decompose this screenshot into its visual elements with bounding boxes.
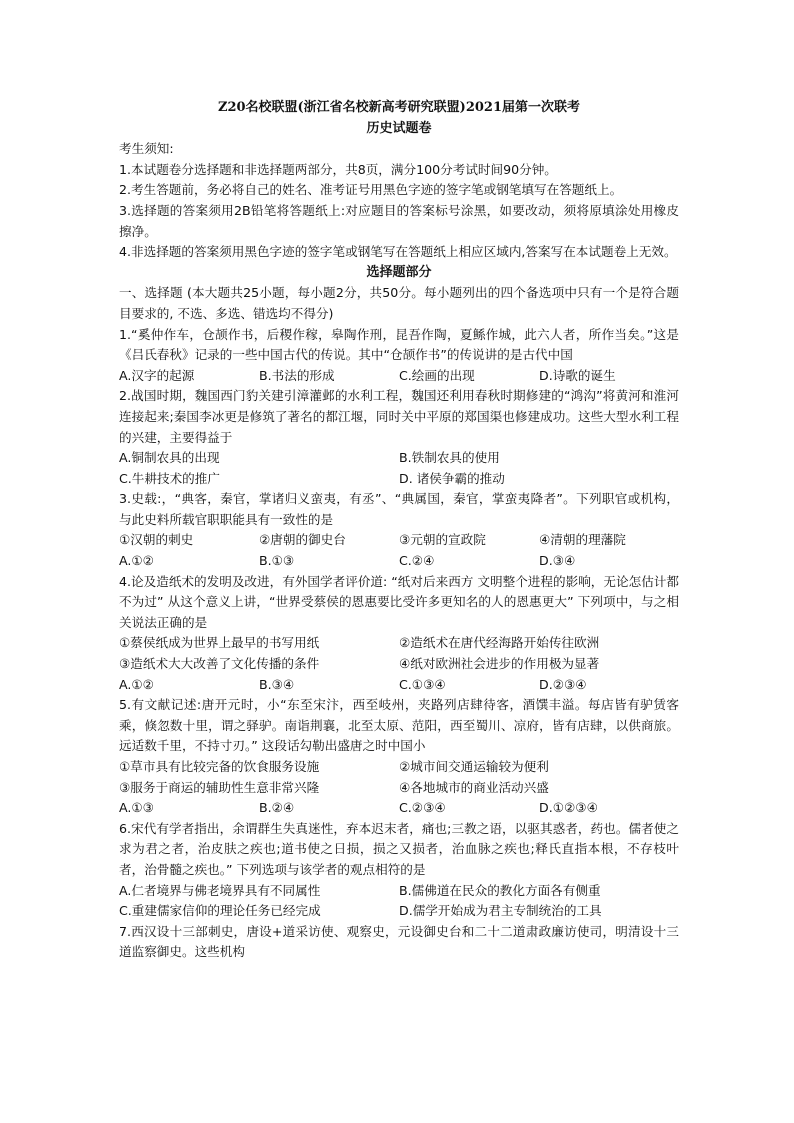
- notice-block: [119, 139, 679, 263]
- option-a[interactable]: A.铜制农具的出现: [119, 450, 220, 466]
- statement-2: ②唐朝的御史台: [259, 532, 346, 548]
- statement-3: ③造纸术大大改善了文化传播的条件: [119, 656, 320, 672]
- option-row: [119, 448, 679, 469]
- statement-2: ②造纸术在唐代经海路开始传往欧洲: [399, 635, 600, 651]
- option-row: [119, 675, 679, 696]
- option-d[interactable]: D.儒学开始成为君主专制统治的工具: [399, 903, 602, 919]
- option-c[interactable]: C.①③④: [399, 676, 446, 692]
- statement-row: [119, 654, 679, 675]
- option-b[interactable]: B.铁制农具的使用: [399, 450, 500, 466]
- question-1: [119, 325, 679, 387]
- option-b[interactable]: B.书法的形成: [259, 367, 335, 383]
- notice-heading: 考生须知:: [119, 141, 174, 157]
- notice-item: 2.考生答题前，务必将自己的姓名、准考证号用黑色字迹的签字笔或钢笔填写在答题纸上。: [119, 182, 623, 198]
- option-d[interactable]: D.①②③④: [539, 800, 598, 816]
- option-d[interactable]: D.②③④: [539, 676, 587, 692]
- option-c[interactable]: C.牛耕技术的推广: [119, 470, 220, 486]
- question-stem: 4.论及造纸术的发明及改进，有外国学者评价道: “纸对后来西方 文明整个进程的影响，无论怎估计都不为过” 从这个意义上讲，“世界受蔡侯的恩惠要比受许多更知名的人的恩惠更大” 下列项中，与之相关说法正确的是: [119, 573, 679, 630]
- section-title: 选择题部分: [366, 264, 432, 280]
- statement-4: ④清朝的理藩院: [539, 532, 626, 548]
- option-row: [119, 798, 679, 819]
- question-5: [119, 695, 679, 819]
- option-a[interactable]: A.①③: [119, 800, 154, 816]
- option-b[interactable]: B.儒佛道在民众的教化方面各有侧重: [399, 882, 601, 898]
- option-row: [119, 366, 679, 387]
- statement-3: ③服务于商运的辅助性生意非常兴隆: [119, 779, 320, 795]
- option-row: [119, 901, 679, 922]
- exam-subtitle: 历史试题卷: [366, 120, 432, 136]
- question-7: [119, 922, 679, 963]
- question-stem: 1.“奚仲作车，仓颉作书，后稷作稼，皋陶作刑，昆吾作陶，夏鲧作城，此六人者，所作当矣。”这是《吕氏春秋》记录的一些中国古代的传说。其中“仓颉作书”的传说讲的是古代中国: [119, 326, 679, 363]
- option-a[interactable]: A.①②: [119, 676, 154, 692]
- statement-1: ①草市具有比较完备的饮食服务设施: [119, 759, 320, 774]
- question-2: [119, 386, 679, 489]
- option-b[interactable]: B.①③: [259, 553, 295, 569]
- option-row: [119, 551, 679, 572]
- part-intro: 一、选择题 (本大题共25小题，每小题2分，共50分。每小题列出的四个备选项中只有一个是符合题目要求的, 不选、多选、错选均不得分): [119, 285, 679, 321]
- option-a[interactable]: A.仁者境界与佛老境界具有不同属性: [119, 882, 321, 898]
- option-b[interactable]: B.③④: [259, 676, 295, 692]
- statement-row: [119, 633, 679, 654]
- statement-1: ①汉朝的刺史: [119, 532, 194, 548]
- statement-row: [119, 530, 679, 551]
- notice-item: 4.非选择题的答案须用黑色字迹的签字笔或钢笔写在答题纸上相应区域内,答案写在本试题卷上无效。: [119, 244, 677, 260]
- question-6: [119, 819, 679, 922]
- option-d[interactable]: D.③④: [539, 553, 576, 569]
- statement-3: ③元朝的宣政院: [399, 532, 486, 548]
- option-row: [119, 881, 679, 902]
- question-stem: 5.有文献记述:唐开元时，小“东至宋汴，西至岐州，夹路列店肆待客，酒馔丰溢。每店皆有驴赁客乘，倏忽数十里，谓之驿驴。南诣荆襄，北至太原、范阳，西至蜀川、凉府，皆有店肆，以供商旅。远适数千里，不持寸刃。” 这段话勾勒出盛唐之时中国小: [119, 697, 679, 754]
- statement-row: [119, 778, 679, 799]
- notice-item: 3.选择题的答案须用2B铅笔将答题纸上:对应题目的答案标号涂黑，如要改动，须将原填涂处用橡皮擦净。: [119, 202, 679, 239]
- question-stem: 2.战国时期，魏国西门豹关建引漳灌邺的水利工程，魏国还利用春秋时期修建的“鸿沟”将黄河和淮河连接起来;秦国李冰更是修筑了著名的都江堰，同时关中平原的郑国渠也修建成功。这些大型水利工程的兴建，主要得益于: [119, 388, 679, 445]
- option-a[interactable]: A.汉字的起源: [119, 367, 195, 383]
- option-b[interactable]: B.②④: [259, 800, 295, 816]
- option-a[interactable]: A.①②: [119, 553, 154, 569]
- statement-4: ④各地城市的商业活动兴盛: [399, 779, 549, 795]
- question-stem: 3.史载:，“典客，秦官，掌诸归义蛮夷，有丞”、“典属国，秦官，掌蛮夷降者”。下列职官或机构， 与此史料所载官职职能具有一致性的是: [119, 491, 679, 527]
- question-3: [119, 489, 679, 571]
- question-stem: 6.宋代有学者指出，余谓群生失真迷性，弃本迟末者，痛也;三教之语，以驱其惑者，药也。儒者使之求为君之者，治皮肤之疾也;道书使之日损，损之又损者，治血脉之疾也;释氏直指本根，不存枝叶者，治骨髓之疾也。” 下列选项与该学者的观点相符的是: [119, 820, 679, 877]
- option-d[interactable]: D.诗歌的诞生: [539, 367, 616, 383]
- option-row: [119, 469, 679, 490]
- option-c[interactable]: C.②④: [399, 553, 435, 569]
- option-d[interactable]: D. 诸侯争霸的推动: [399, 470, 505, 486]
- exam-page: [119, 98, 679, 963]
- statement-1: ①蔡侯纸成为世界上最早的书写用纸: [119, 635, 320, 651]
- option-c[interactable]: C.绘画的出现: [399, 367, 475, 383]
- exam-title: Z20名校联盟(浙江省名校新高考研究联盟)2021届第一次联考: [217, 100, 581, 115]
- question-stem: 7.西汉设十三部刺史，唐设+道采访使、观察史，元设御史台和二十二道肃政廉访使司，明清设十三道监察御史。这些机构: [119, 923, 679, 960]
- option-c[interactable]: C.②③④: [399, 800, 446, 816]
- statement-row: [119, 757, 679, 778]
- question-4: [119, 572, 679, 696]
- notice-item: 1.本试题卷分选择题和非选择题两部分，共8页，满分100分考试时间90分钟。: [119, 161, 557, 177]
- option-c[interactable]: C.重建儒家信仰的理论任务已经完成: [119, 903, 321, 919]
- statement-4: ④纸对欧洲社会进步的作用极为显著: [399, 656, 600, 672]
- statement-2: ②城市间交通运输较为便利: [399, 759, 549, 774]
